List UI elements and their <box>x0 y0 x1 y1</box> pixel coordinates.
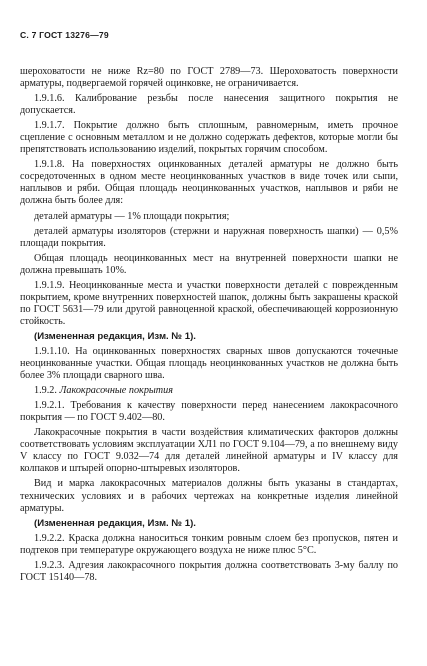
clause-1-9-1-9: 1.9.1.9. Неоцинкованные места и участки поверхности деталей с поврежденным покрытием, кроме внутренних поверхностей шапок, должны быть закрашены краской по ГОСТ 5631—79 или другой равноценной краской, обеспечивающей коррозионную стойкость. <box>20 279 398 327</box>
clause-1-9-2-1-para-3: Вид и марка лакокрасочных материалов должны быть указаны в стандартах, технических условиях и в рабочих чертежах на конкретные изделия линейной арматуры. <box>20 478 398 514</box>
clause-1-9-2-3: 1.9.2.3. Адгезия лакокрасочного покрытия должна соответствовать 3-му баллу по ГОСТ 15140—78. <box>20 559 398 583</box>
document-body <box>20 66 398 587</box>
amendment-note-1: (Измененная редакция, Изм. № 1). <box>34 330 196 342</box>
clause-1-9-2-2: 1.9.2.2. Краска должна наноситься тонким ровным слоем без пропусков, пятен и подтеков при температуре окружающего воздуха не ниже плюс 5°С. <box>20 532 398 556</box>
page-header: С. 7 ГОСТ 13276—79 <box>20 30 109 40</box>
paragraph-continuation: шероховатости не ниже Rz=80 по ГОСТ 2789—73. Шероховатость поверхности арматуры, подвергаемой горячей оцинковке, не ограничивается. <box>20 66 398 90</box>
clause-1-9-1-8-item-2: деталей арматуры изоляторов (стержни и наружная поверхность шапки) — 0,5% площади покрытия. <box>20 225 398 249</box>
clause-1-9-1-8-item-3: Общая площадь неоцинкованных мест на внутренней поверхности шапки не должна превышать 10%. <box>20 252 398 276</box>
section-number: 1.9.2. <box>34 385 60 397</box>
section-title: Лакокрасочные покрытия <box>59 385 173 397</box>
section-1-9-2-heading <box>20 385 398 397</box>
clause-1-9-2-1-para-2: Лакокрасочные покрытия в части воздействия климатических факторов должны соответствовать условиям эксплуатации ХЛ1 по ГОСТ 9.104—79, а по внешнему виду V классу по ГОСТ 9.032—74 для деталей линейной арматуры и IV классу для колпаков и штырей опорно-штыревых изоляторов. <box>20 427 398 475</box>
amendment-note-2: (Измененная редакция, Изм. № 1). <box>34 517 196 529</box>
clause-1-9-2-1: 1.9.2.1. Требования к качеству поверхности перед нанесением лакокрасочного покрытия — по ГОСТ 9.402—80. <box>20 400 398 424</box>
clause-1-9-1-8-item-1: деталей арматуры — 1% площади покрытия; <box>34 210 230 222</box>
clause-1-9-1-7: 1.9.1.7. Покрытие должно быть сплошным, равномерным, иметь прочное сцепление с основным металлом и не должно содержать дефектов, которые могли бы препятствовать использованию изделий, покрытых горячим способом. <box>20 120 398 156</box>
clause-1-9-1-8: 1.9.1.8. На поверхностях оцинкованных деталей арматуры не должно быть сосредоточенных в одном месте неоцинкованных участков в виде точек или сыпи, наплывов и ряби. Общая площадь неоцинкованных участков, наплывов и ряби не должна быть более для: <box>20 159 398 207</box>
clause-1-9-1-6: 1.9.1.6. Калибрование резьбы после нанесения защитного покрытия не допускается. <box>20 93 398 117</box>
clause-1-9-1-10: 1.9.1.10. На оцинкованных поверхностях сварных швов допускаются точечные неоцинкованные участки. Общая площадь неоцинкованных участков не должна быть более 3% площади сварного шва. <box>20 345 398 382</box>
